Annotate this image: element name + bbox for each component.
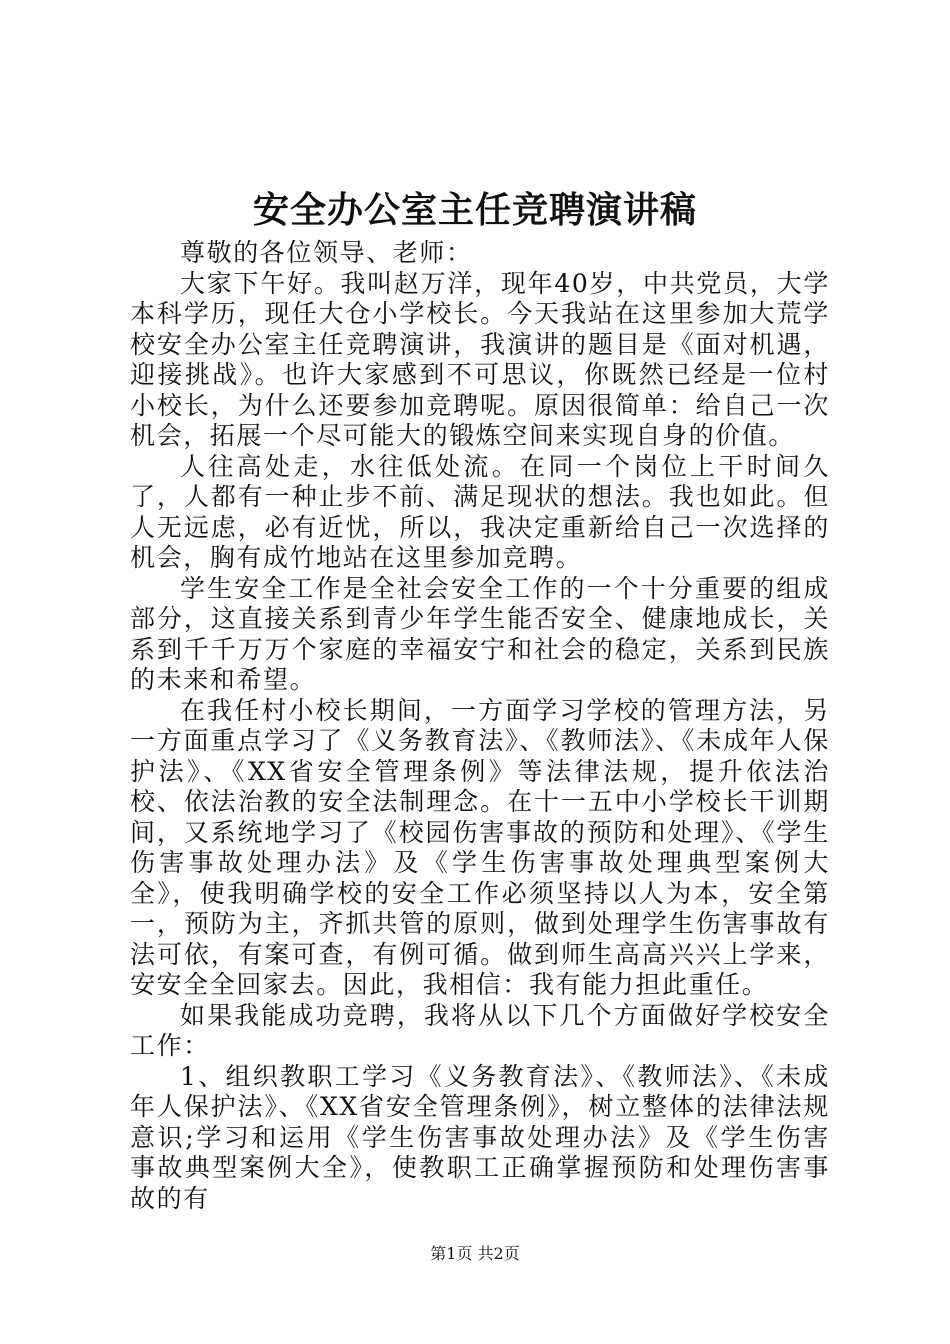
paragraph: 大家下午好。我叫赵万洋，现年40岁，中共党员，大学本科学历，现任大仓小学校长。今天我站在这里参加大荒学校安全办公室主任竞聘演讲，我演讲的题目是《面对机遇，迎接挑战》。也许大家感到不可思议，你既然已经是一位村小校长，为什么还要参加竞聘呢。原因很简单：给自己一次机会，拓展一个尽可能大的锻炼空间来实现自身的价值。 bbox=[130, 268, 830, 450]
paragraph: 人往高处走，水往低处流。在同一个岗位上干时间久了，人都有一种止步不前、满足现状的想法。我也如此。但人无远虑，必有近忧，所以，我决定重新给自己一次选择的机会，胸有成竹地站在这里参加竞聘。 bbox=[130, 451, 830, 572]
page-footer: 第1页 共2页 bbox=[430, 1244, 520, 1263]
document-body bbox=[130, 238, 830, 1214]
paragraph: 如果我能成功竞聘，我将从以下几个方面做好学校安全工作： bbox=[130, 1000, 830, 1060]
document-title: 安全办公室主任竞聘演讲稿 bbox=[252, 189, 697, 231]
paragraph: 学生安全工作是全社会安全工作的一个十分重要的组成部分，这直接关系到青少年学生能否安全、健康地成长，关系到千千万万个家庭的幸福安宁和社会的稳定，关系到民族的未来和希望。 bbox=[130, 573, 830, 694]
paragraph: 在我任村小校长期间，一方面学习学校的管理方法，另一方面重点学习了《义务教育法》、《教师法》、《未成年人保护法》、《XX省安全管理条例》等法律法规，提升依法治校、依法治教的安全法制理念。在十一五中小学校长干训期间，又系统地学习了《校园伤害事故的预防和处理》、《学生伤害事故处理办法》及《学生伤害事故处理典型案例大全》，使我明确学校的安全工作必须坚持以人为本，安全第一，预防为主，齐抓共管的原则，做到处理学生伤害事故有法可依，有案可查，有例可循。做到师生高高兴兴上学来，安安全全回家去。因此，我相信：我有能力担此重任。 bbox=[130, 695, 830, 999]
paragraph-salutation: 尊敬的各位领导、老师： bbox=[180, 238, 473, 267]
paragraph-list-item: 1、组织教职工学习《义务教育法》、《教师法》、《未成年人保护法》、《XX省安全管理条例》，树立整体的法律法规意识;学习和运用《学生伤害事故处理办法》及《学生伤害事故典型案例大全》，使教职工正确掌握预防和处理伤害事故的有 bbox=[130, 1061, 830, 1213]
